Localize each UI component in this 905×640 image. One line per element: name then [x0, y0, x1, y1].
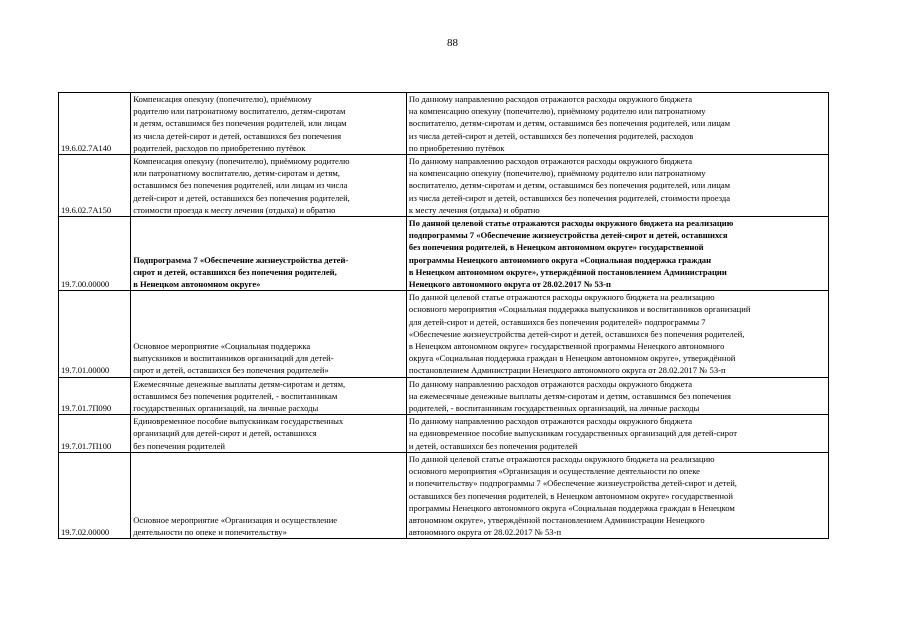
target-code-cell: 19.7.01.7П090 [59, 377, 131, 415]
item-description-line: «Обеспечение жизнеустройства детей-сирот и детей, оставшихся без попечения родителей, [408, 328, 745, 339]
item-name-line: без попечения родителей [133, 440, 226, 451]
item-description-line: По данному направлению расходов отражаются расходы окружного бюджета [408, 94, 693, 104]
item-name-line: деятельности по опеке и попечительству» [133, 527, 287, 538]
table-row [59, 155, 829, 217]
item-description-line: По данному направлению расходов отражаются расходы окружного бюджета [408, 156, 693, 167]
item-name-line: Компенсация опекуну (попечителю), приёмному родителю [133, 156, 350, 167]
table-row [59, 452, 829, 538]
item-name-line: детей-сирот и детей, оставшихся без попечения родителей, [133, 192, 350, 203]
item-description-line: оставшихся без попечения родителей, в Ненецком автономном округе» государственной [408, 490, 733, 501]
target-code-cell: 19.7.01.00000 [59, 291, 131, 377]
item-name-line: из числа детей-сирот и детей, оставшихся без попечения [133, 130, 342, 141]
item-description-line: По данному направлению расходов отражаются расходы окружного бюджета [408, 378, 693, 389]
item-name-line: родителю или патронатному воспитателю, детям-сиротам [133, 106, 346, 117]
item-name-line: сирот и детей, оставшихся без попечения родителей» [133, 365, 329, 376]
item-description-line: и попечительству» подпрограммы 7 «Обеспечение жизнеустройства детей-сирот и детей, [408, 478, 737, 489]
item-description-cell [406, 217, 828, 291]
item-description-cell [406, 415, 828, 453]
table-row [59, 93, 829, 155]
table-row [59, 217, 829, 291]
target-code-cell: 19.6.02.7А140 [59, 93, 131, 155]
item-name-cell [131, 452, 407, 538]
target-code-cell: 19.7.00.00000 [59, 217, 131, 291]
item-name-cell [131, 93, 407, 155]
item-description-line: к месту лечения (отдыха) и обратно [408, 204, 540, 215]
budget-classification-table [58, 92, 829, 539]
item-description-line: программы Ненецкого автономного округа «Социальная поддержка граждан в Ненецком [408, 502, 735, 513]
item-description-line: на компенсацию опекуну (попечителю), приёмному родителю или патронатному [408, 168, 706, 179]
item-name-line: Компенсация опекуну (попечителю), приёмному [133, 94, 312, 104]
item-description-line: из числа детей-сирот и детей, оставшихся без попечения родителей, расходов [408, 130, 694, 141]
item-description-line: для детей-сирот и детей, оставшихся без попечения родителей» подпрограммы 7 [408, 316, 706, 327]
item-name-line: Основное мероприятие «Социальная поддержка [133, 341, 311, 352]
item-name-cell [131, 415, 407, 453]
item-description-line: автономном округе», утверждённой постановлением Администрации Ненецкого [408, 514, 705, 525]
item-description-cell [406, 93, 828, 155]
item-name-line: сирот и детей, оставшихся без попечения родителей, [133, 266, 337, 277]
item-description-line: программы Ненецкого автономного округа «Социальная поддержка граждан [408, 254, 712, 265]
item-description-line: округа «Социальная поддержка граждан в Ненецком автономном округе», утверждённой [408, 353, 736, 364]
item-description-line: в Ненецком автономном округе» государственной программы Ненецкого автономного [408, 341, 725, 352]
item-description-line: основного мероприятия «Социальная поддержка выпускников и воспитанников организаций [408, 304, 751, 315]
item-description-line: на единовременное пособие выпускникам государственных организаций для детей-сирот [408, 428, 738, 439]
item-name-line: и детям, оставшимся без попечения родителей, или лицам [133, 118, 347, 129]
item-description-line: По данной целевой статье отражаются расходы окружного бюджета на реализацию [408, 292, 715, 303]
item-name-cell [131, 377, 407, 415]
item-name-line: родителей, расходов по приобретению путёвок [133, 142, 306, 153]
item-description-line: По данному направлению расходов отражаются расходы окружного бюджета [408, 416, 693, 427]
item-description-line: постановлением Администрации Ненецкого автономного округа от 28.02.2017 № 53-п [408, 365, 726, 376]
item-description-cell [406, 452, 828, 538]
item-name-line: выпускников и воспитанников организаций для детей- [133, 353, 334, 364]
item-name-line: оставшимся без попечения родителей, или лицам из числа [133, 180, 348, 191]
item-name-line: Единовременное пособие выпускникам государственных [133, 416, 344, 427]
target-code-cell: 19.7.01.7П100 [59, 415, 131, 453]
item-description-cell [406, 291, 828, 377]
item-description-line: из числа детей-сирот и детей, оставшихся без попечения родителей, стоимости проезда [408, 192, 731, 203]
item-description-cell [406, 377, 828, 415]
item-description-line: на ежемесячные денежные выплаты детям-сиротам и детям, оставшимся без попечения [408, 390, 731, 401]
table-row [59, 415, 829, 453]
item-description-line: без попечения родителей, в Ненецком автономном округе» государственной [408, 242, 704, 253]
item-description-line: воспитателю, детям-сиротам и детям, оставшимся без попечения родителей, или лицам [408, 118, 731, 129]
page-number: 88 [447, 37, 458, 49]
item-description-line: по приобретению путёвок [408, 142, 505, 153]
item-name-line: стоимости проезда к месту лечения (отдыха) и обратно [133, 204, 336, 215]
item-description-line: автономного округа от 28.02.2017 № 53-п [408, 527, 562, 538]
item-description-line: на компенсацию опекуну (попечителю), приёмному родителю или патронатному [408, 106, 706, 117]
item-description-line: и детей, оставшихся без попечения родителей [408, 440, 578, 451]
table-row [59, 291, 829, 377]
item-name-cell [131, 291, 407, 377]
item-description-line: По данной целевой статье отражаются расходы окружного бюджета на реализацию [408, 453, 715, 464]
item-name-line: Подпрограмма 7 «Обеспечение жизнеустройства детей- [133, 254, 349, 265]
target-code-cell: 19.7.02.00000 [59, 452, 131, 538]
item-description-cell [406, 155, 828, 217]
target-code-cell: 19.6.02.7А150 [59, 155, 131, 217]
item-name-cell [131, 155, 407, 217]
item-name-line: Ежемесячные денежные выплаты детям-сиротам и детям, [133, 378, 346, 389]
item-description-line: По данной целевой статье отражаются расходы окружного бюджета на реализацию [408, 218, 734, 229]
item-description-line: воспитателю, детям-сиротам и детям, оставшимся без попечения родителей, или лицам [408, 180, 731, 191]
item-description-line: в Ненецком автономном округе», утверждённой постановлением Администрации [408, 266, 727, 277]
item-name-line: Основное мероприятие «Организация и осуществление [133, 514, 338, 525]
item-description-line: основного мероприятия «Организация и осуществление деятельности по опеке [408, 466, 700, 477]
table-row [59, 377, 829, 415]
item-name-cell [131, 217, 407, 291]
item-name-line: государственных организаций, на личные расходы [133, 403, 319, 414]
item-name-line: или патронатному воспитателю, детям-сиротам и детям, [133, 168, 340, 179]
item-name-line: оставшимся без попечения родителей, - воспитанникам [133, 390, 338, 401]
item-description-line: подпрограммы 7 «Обеспечение жизнеустройства детей-сирот и детей, оставшихся [408, 230, 728, 241]
item-description-line: родителей, - воспитанникам государственных организаций, на личные расходы [408, 403, 700, 414]
item-description-line: Ненецкого автономного округа от 28.02.2017 № 53-п [408, 279, 611, 290]
item-name-line: организаций для детей-сирот и детей, оставшихся [133, 428, 317, 439]
item-name-line: в Ненецком автономном округе» [133, 279, 261, 290]
